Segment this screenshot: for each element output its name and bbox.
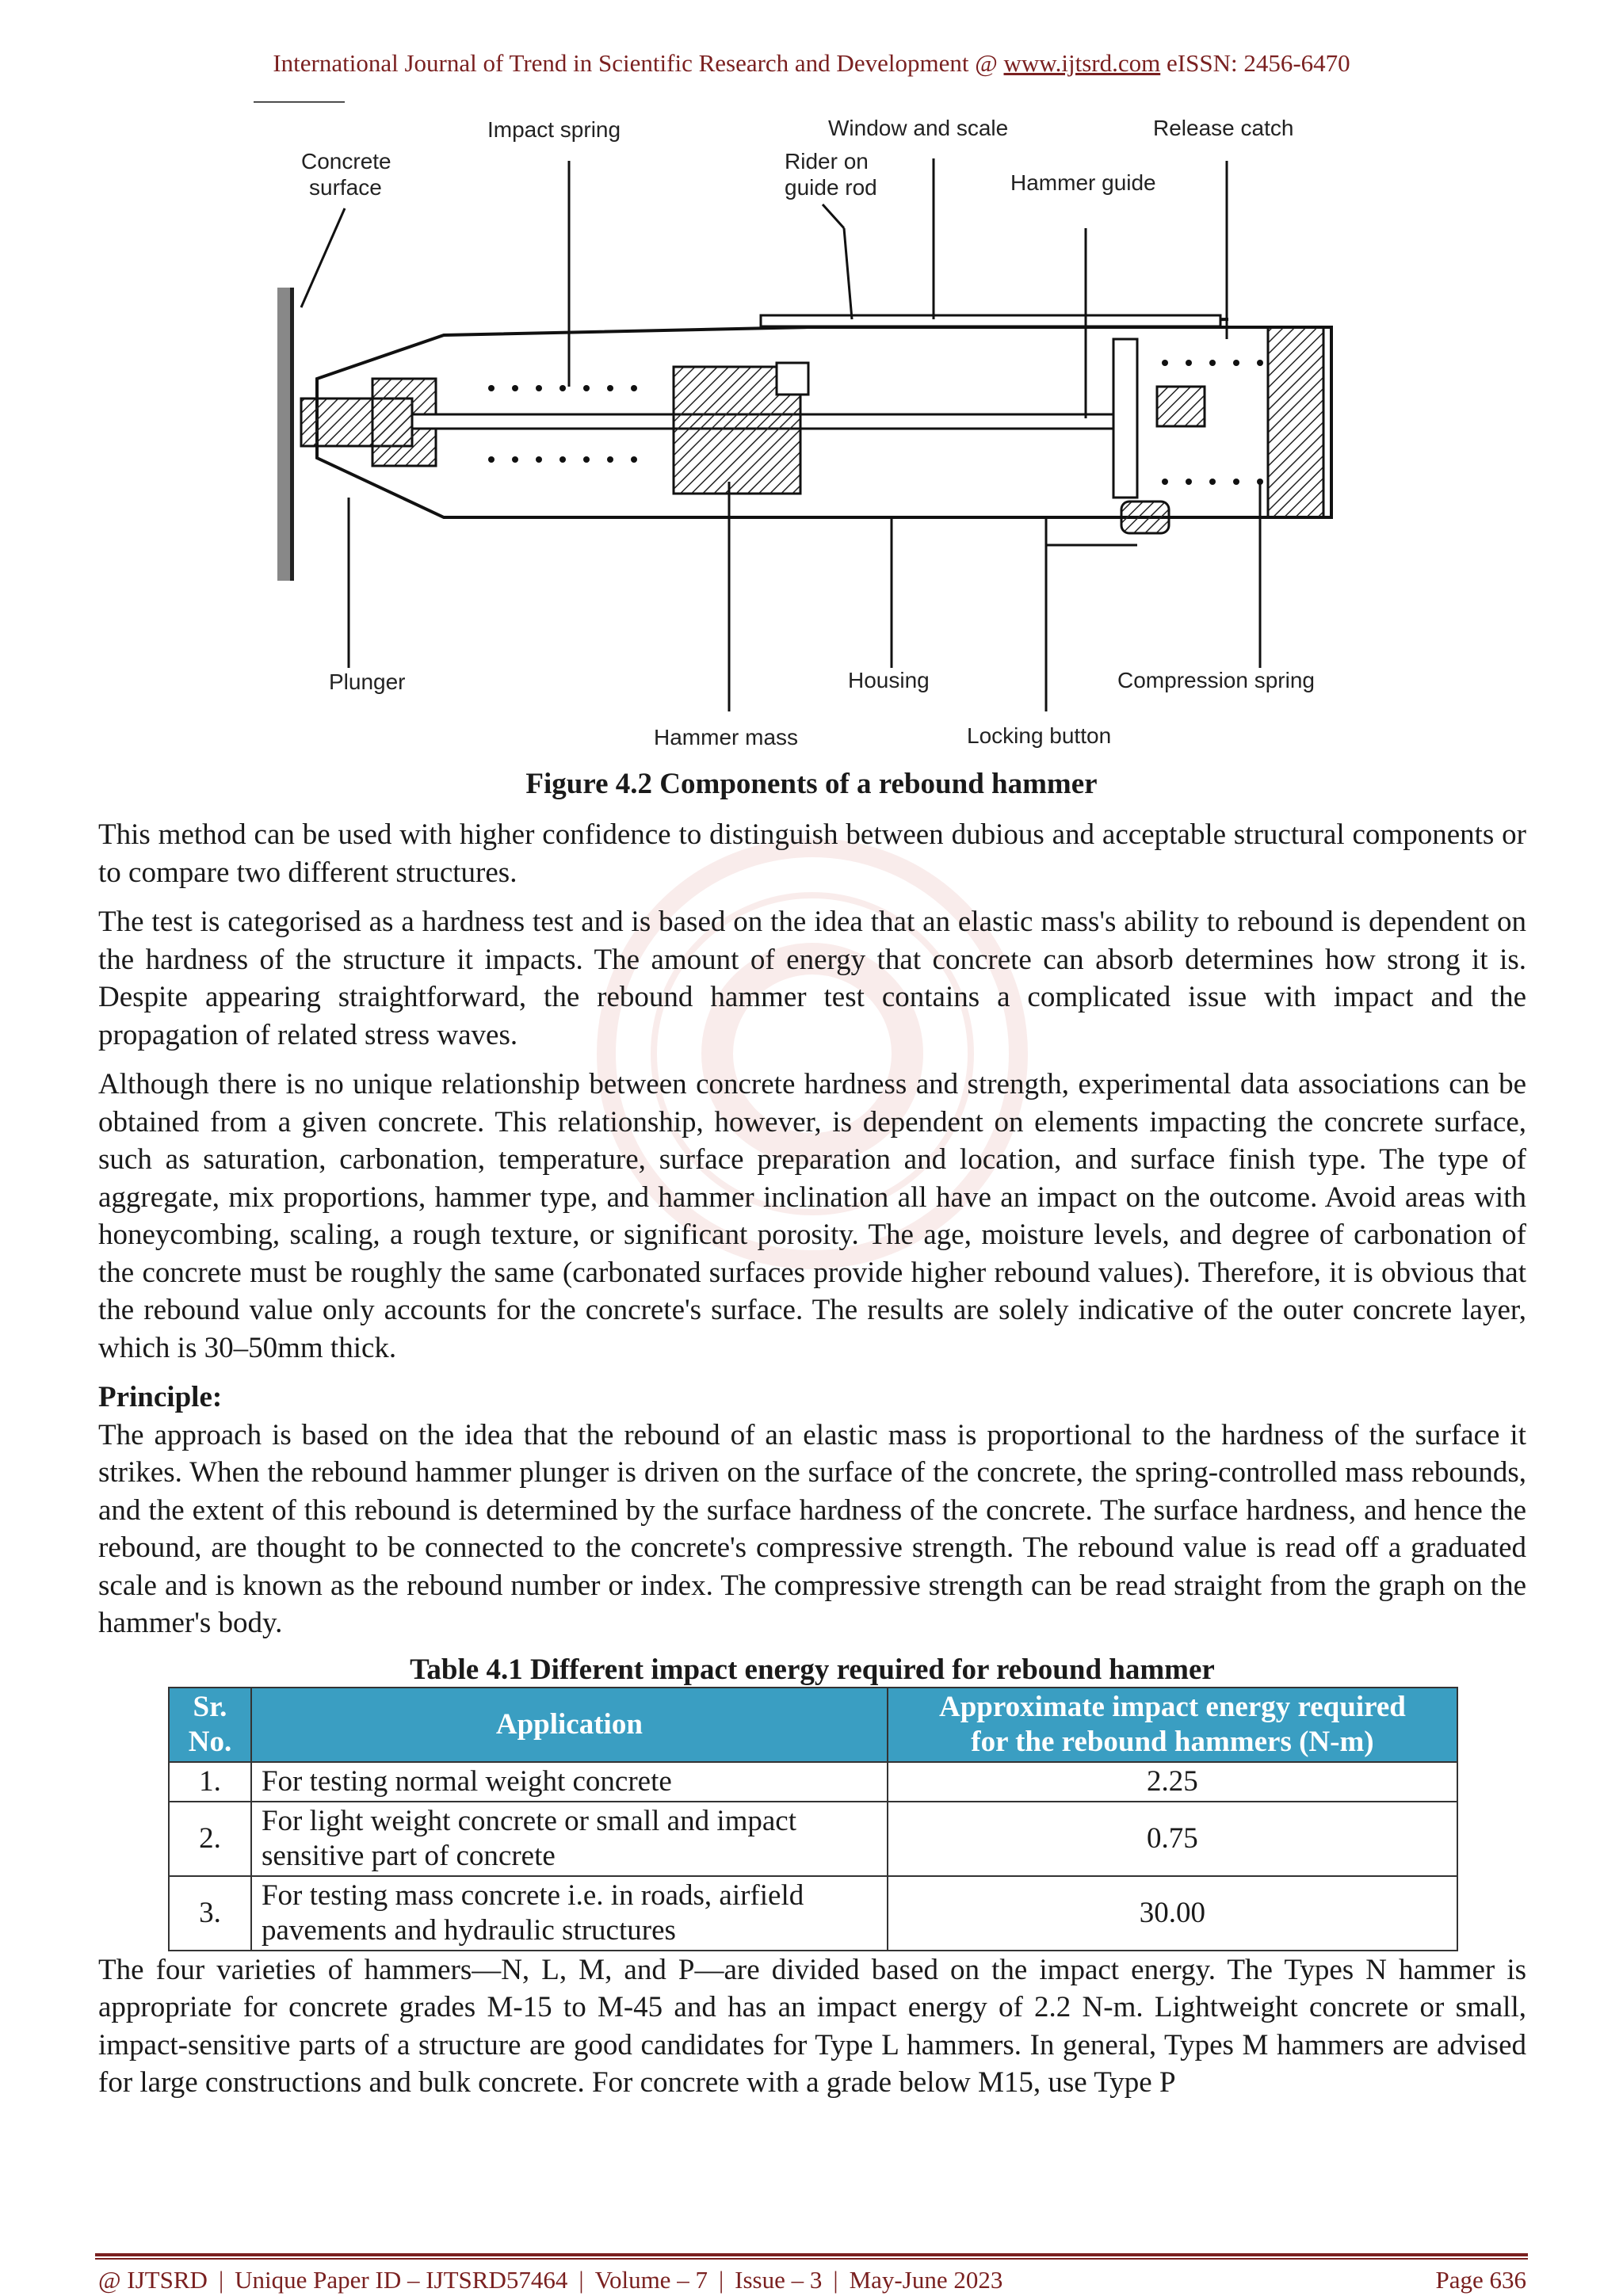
header-text: International Journal of Trend in Scientific Research and Development @ <box>273 49 1004 77</box>
cell-application-line1: For testing mass concrete i.e. in roads, airfield <box>261 1878 804 1912</box>
cell-application-line2: pavements and hydraulic structures <box>261 1913 676 1947</box>
cell-application <box>251 1802 888 1876</box>
label-locking-button: Locking button <box>967 723 1112 748</box>
label-rider-2: guide rod <box>785 175 877 200</box>
release-catch-shape <box>1113 327 1323 517</box>
label-concrete-2: surface <box>309 175 382 200</box>
footer-separator: | <box>833 2266 838 2294</box>
footer-issue: Issue – 3 <box>735 2266 823 2294</box>
paragraph-4: The approach is based on the idea that the rebound of an elastic mass is proportional to the hardness of the surface it strikes. When the rebound hammer plunger is driven on the surface of the concrete, the spring-controlled mass rebounds, and the extent of this rebound is determined by the surface hardness of the concrete. The surface hardness, and hence the rebound, are thought to be connected to the concrete's compressive strength. The rebound value is read off a graduated scale and is known as the rebound number or index. The compressive strength can be read straight from the graph on the hammer's body. <box>98 1418 1526 1639</box>
footer-separator: | <box>579 2266 584 2294</box>
label-hammer-guide: Hammer guide <box>1010 170 1156 195</box>
label-window-scale: Window and scale <box>828 116 1009 140</box>
label-impact-spring: Impact spring <box>487 117 621 142</box>
footer-page-number: Page 636 <box>1435 2266 1526 2294</box>
header-issn: eISSN: 2456-6470 <box>1160 49 1350 77</box>
cell-energy: 0.75 <box>888 1802 1457 1876</box>
cell-application-line1: For light weight concrete or small and impact <box>261 1804 797 1837</box>
table-row <box>169 1762 1457 1802</box>
footer-volume: Volume – 7 <box>594 2266 708 2294</box>
cell-application: For testing normal weight concrete <box>251 1762 888 1802</box>
table-row <box>169 1802 1457 1876</box>
cell-application-line2: sensitive part of concrete <box>261 1839 556 1872</box>
cell-sr: 3. <box>169 1876 251 1951</box>
impact-energy-table <box>168 1687 1458 1951</box>
header-sr-line1: Sr. <box>193 1690 227 1723</box>
header-sr-no <box>169 1688 251 1762</box>
cell-application <box>251 1876 888 1951</box>
hammer-mass-shape <box>674 363 808 494</box>
running-footer <box>98 2266 1526 2294</box>
label-compression-spring: Compression spring <box>1117 668 1315 692</box>
footer-info <box>98 2266 1002 2294</box>
footer-separator: | <box>218 2266 224 2294</box>
cell-sr: 1. <box>169 1762 251 1802</box>
window-scale-shape <box>761 315 1220 326</box>
article-body <box>98 816 1526 2114</box>
running-header <box>0 49 1623 78</box>
label-hammer-mass: Hammer mass <box>654 725 799 749</box>
cell-energy: 30.00 <box>888 1876 1457 1951</box>
paragraph-3: Although there is no unique relationship between concrete hardness and strength, experimental data associations can be obtained from a given concrete. This relationship, however, is dependent on elements impacting the concrete surface, such as saturation, carbonation, temperature, surface preparation and location, and surface finish type. The type of aggregate, mix proportions, hammer type, and hammer inclination all have an impact on the outcome. Avoid areas with honeycombing, scaling, a rough texture, or significant porosity. The age, moisture levels, and degree of carbonation of the concrete must be roughly the same (carbonated surfaces provide higher rebound values). Therefore, it is obvious that the rebound value only accounts for the concrete's surface. The results are solely indicative of the outer concrete layer, which is 30–50mm thick. <box>98 1068 1526 1364</box>
header-energy-line2: for the rebound hammers (N-m) <box>971 1725 1374 1758</box>
footer-paper-id: Unique Paper ID – IJTSRD57464 <box>235 2266 568 2294</box>
journal-link[interactable]: www.ijtsrd.com <box>1003 49 1161 77</box>
paragraph-1: This method can be used with higher confidence to distinguish between dubious and acceptable structural components or to compare two different structures. <box>98 818 1526 889</box>
header-energy-line1: Approximate impact energy required <box>939 1690 1406 1723</box>
rebound-hammer-diagram <box>254 101 1363 767</box>
table-title: Table 4.1 Different impact energy required for rebound hammer <box>410 1653 1215 1686</box>
footer-separator: | <box>718 2266 724 2294</box>
footer-journal: @ IJTSRD <box>98 2266 208 2294</box>
table-row <box>169 1876 1457 1951</box>
principle-heading: Principle: <box>98 1381 223 1413</box>
header-application: Application <box>251 1688 888 1762</box>
footer-date: May-June 2023 <box>849 2266 1003 2294</box>
concrete-surface-shape <box>277 288 294 581</box>
rebound-hammer-figure <box>254 101 1363 767</box>
header-sr-line2: No. <box>188 1725 232 1758</box>
paragraph-5: The four varieties of hammers—N, L, M, and P—are divided based on the impact energy. The Types N hammer is appropriate for concrete grades M-15 to M-45 and has an impact energy of 2.2 N-m. Lightweight concrete or small, impact-sensitive parts of a structure are good candidates for Type L hammers. In general, Types M hammers are advised for large constructions and bulk concrete. For concrete with a grade below M15, use Type P <box>98 1953 1526 2099</box>
label-plunger: Plunger <box>329 669 406 694</box>
footer-rule <box>95 2253 1528 2256</box>
label-rider-1: Rider on <box>785 149 869 174</box>
cell-sr: 2. <box>169 1802 251 1876</box>
locking-button-shape <box>1121 502 1169 533</box>
paragraph-2: The test is categorised as a hardness test and is based on the idea that an elastic mass's ability to rebound is dependent on the hardness of the structure it impacts. The amount of energy that concrete can absorb determines how strong it is. Despite appearing straightforward, the rebound hammer test contains a complicated issue with impact and the propagation of related stress waves. <box>98 906 1526 1051</box>
table-header-row <box>169 1688 1457 1762</box>
figure-caption: Figure 4.2 Components of a rebound hammer <box>525 768 1098 800</box>
label-concrete-1: Concrete <box>301 149 391 174</box>
label-housing: Housing <box>848 668 930 692</box>
label-release-catch: Release catch <box>1153 116 1294 140</box>
footer-rule-thin <box>95 2258 1528 2260</box>
header-energy <box>888 1688 1457 1762</box>
cell-energy: 2.25 <box>888 1762 1457 1802</box>
